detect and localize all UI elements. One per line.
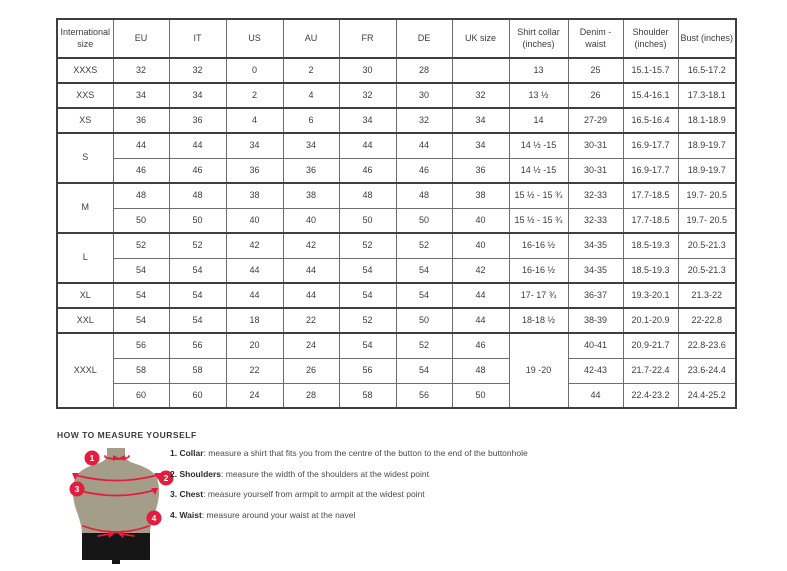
table-cell: 6 <box>283 108 339 133</box>
table-cell: 58 <box>169 358 226 383</box>
table-cell: 44 <box>226 283 283 308</box>
table-cell: 40 <box>452 208 509 233</box>
size-cell: XXXL <box>57 333 113 408</box>
badge-1 <box>85 451 100 466</box>
table-cell: 38 <box>226 183 283 208</box>
table-cell: 4 <box>226 108 283 133</box>
table-cell: 34 <box>452 108 509 133</box>
measure-steps-list <box>170 448 528 530</box>
table-cell: 32 <box>452 83 509 108</box>
table-cell: 50 <box>113 208 169 233</box>
table-cell: 34 <box>113 83 169 108</box>
table-cell: 34 <box>169 83 226 108</box>
column-header-shirt-collar: Shirt collar (inches) <box>509 19 568 58</box>
table-cell: 52 <box>339 233 396 258</box>
size-group-s <box>57 133 736 183</box>
table-cell: 54 <box>339 333 396 358</box>
table-cell: 30 <box>396 83 452 108</box>
size-group-l <box>57 233 736 283</box>
mannequin-illustration <box>58 444 176 566</box>
figure-shorts <box>82 533 150 564</box>
table-cell: 56 <box>113 333 169 358</box>
table-cell: 16.5-16.4 <box>623 108 678 133</box>
table-cell: 13 ½ <box>509 83 568 108</box>
measure-step-chest <box>170 489 528 499</box>
table-cell: 44 <box>113 133 169 158</box>
table-cell: 46 <box>339 158 396 183</box>
table-cell: 38-39 <box>568 308 623 333</box>
table-cell: 34 <box>452 133 509 158</box>
table-cell: 54 <box>396 258 452 283</box>
column-header-shoulder: Shoulder (inches) <box>623 19 678 58</box>
table-cell: 56 <box>396 383 452 408</box>
table-cell: 18 <box>226 308 283 333</box>
table-cell: 52 <box>113 233 169 258</box>
table-cell: 18.9-19.7 <box>678 133 736 158</box>
table-cell: 58 <box>339 383 396 408</box>
table-cell: 28 <box>283 383 339 408</box>
table-cell: 60 <box>169 383 226 408</box>
table-cell: 56 <box>169 333 226 358</box>
collar-merged-cell: 19 -20 <box>509 333 568 408</box>
table-cell: 46 <box>113 158 169 183</box>
svg-text:4: 4 <box>151 513 157 524</box>
step-number: 4. <box>170 509 178 520</box>
table-row <box>57 308 736 333</box>
badge-3 <box>70 482 85 497</box>
table-cell: 14 ½ -15 <box>509 158 568 183</box>
table-cell: 20.5-21.3 <box>678 258 736 283</box>
measure-step-shoulders <box>170 469 528 479</box>
table-row <box>57 183 736 208</box>
table-cell: 54 <box>113 308 169 333</box>
table-cell: 32 <box>169 58 226 83</box>
column-header-bust: Bust (inches) <box>678 19 736 58</box>
table-cell: 20.5-21.3 <box>678 233 736 258</box>
table-row <box>57 58 736 83</box>
table-cell: 38 <box>452 183 509 208</box>
table-cell: 36-37 <box>568 283 623 308</box>
table-cell: 32 <box>339 83 396 108</box>
table-cell: 4 <box>283 83 339 108</box>
table-cell: 32-33 <box>568 183 623 208</box>
table-cell: 16-16 ½ <box>509 233 568 258</box>
table-cell: 50 <box>169 208 226 233</box>
table-cell: 27-29 <box>568 108 623 133</box>
table-cell: 19.7- 20.5 <box>678 183 736 208</box>
size-group-xxxl <box>57 333 736 408</box>
measure-section-title: HOW TO MEASURE YOURSELF <box>57 430 197 440</box>
table-cell: 2 <box>283 58 339 83</box>
table-cell: 20.1-20.9 <box>623 308 678 333</box>
size-cell: M <box>57 183 113 233</box>
table-row <box>57 158 736 183</box>
table-cell: 15.1-15.7 <box>623 58 678 83</box>
measurement-figure <box>58 444 176 566</box>
svg-text:1: 1 <box>89 453 95 464</box>
table-cell: 16.9-17.7 <box>623 158 678 183</box>
table-cell: 22.4-23.2 <box>623 383 678 408</box>
step-label: Shoulders <box>179 468 222 479</box>
table-cell: 34 <box>226 133 283 158</box>
table-cell: 15.4-16.1 <box>623 83 678 108</box>
table-cell: 46 <box>169 158 226 183</box>
table-cell: 52 <box>339 308 396 333</box>
table-cell: 0 <box>226 58 283 83</box>
table-cell: 34 <box>283 133 339 158</box>
table-cell: 54 <box>339 283 396 308</box>
table-cell: 22.8-23.6 <box>678 333 736 358</box>
table-cell: 50 <box>396 308 452 333</box>
table-cell: 44 <box>452 283 509 308</box>
badge-4 <box>147 511 162 526</box>
table-cell: 40 <box>226 208 283 233</box>
table-cell: 25 <box>568 58 623 83</box>
table-cell: 50 <box>452 383 509 408</box>
column-header-eu: EU <box>113 19 169 58</box>
table-cell: 32-33 <box>568 208 623 233</box>
column-header-au: AU <box>283 19 339 58</box>
step-text: : measure yourself from armpit to armpit at the widest point <box>203 489 425 499</box>
step-label: Waist <box>179 509 202 520</box>
table-cell: 54 <box>396 283 452 308</box>
table-cell: 19.3-20.1 <box>623 283 678 308</box>
table-cell: 32 <box>396 108 452 133</box>
size-cell: XXXS <box>57 58 113 83</box>
table-cell: 36 <box>113 108 169 133</box>
table-cell: 16.5-17.2 <box>678 58 736 83</box>
table-cell: 18.9-19.7 <box>678 158 736 183</box>
table-cell: 48 <box>452 358 509 383</box>
svg-text:2: 2 <box>163 473 169 484</box>
table-cell: 24.4-25.2 <box>678 383 736 408</box>
step-label: Collar <box>179 448 204 458</box>
step-text: : measure a shirt that fits you from the centre of the button to the end of the buttonhole <box>203 448 528 458</box>
table-cell: 15 ½ - 15 ¾ <box>509 183 568 208</box>
table-cell: 54 <box>169 283 226 308</box>
table-cell: 52 <box>396 333 452 358</box>
table-cell: 19.7- 20.5 <box>678 208 736 233</box>
table-cell: 17.3-18.1 <box>678 83 736 108</box>
table-cell: 44 <box>283 258 339 283</box>
table-cell: 36 <box>169 108 226 133</box>
table-cell: 54 <box>113 283 169 308</box>
table-cell: 20 <box>226 333 283 358</box>
table-cell: 21.3-22 <box>678 283 736 308</box>
table-cell: 22 <box>226 358 283 383</box>
table-cell: 48 <box>169 183 226 208</box>
table-cell: 34 <box>339 108 396 133</box>
table-cell: 20.9-21.7 <box>623 333 678 358</box>
size-cell: XXL <box>57 308 113 333</box>
table-cell: 44 <box>396 133 452 158</box>
table-cell: 30-31 <box>568 133 623 158</box>
table-cell: 16.9-17.7 <box>623 133 678 158</box>
table-cell: 48 <box>339 183 396 208</box>
step-number: 1. <box>170 448 178 458</box>
table-row <box>57 233 736 258</box>
column-header-us: US <box>226 19 283 58</box>
step-text: : measure around your waist at the navel <box>201 509 356 520</box>
table-cell: 30 <box>339 58 396 83</box>
table-cell: 40-41 <box>568 333 623 358</box>
step-number: 3. <box>170 489 178 499</box>
table-cell: 13 <box>509 58 568 83</box>
table-cell: 26 <box>568 83 623 108</box>
table-cell: 42 <box>452 258 509 283</box>
table-cell: 46 <box>396 158 452 183</box>
table-row <box>57 208 736 233</box>
table-cell: 56 <box>339 358 396 383</box>
table-cell: 44 <box>452 308 509 333</box>
size-cell: S <box>57 133 113 183</box>
column-header-de: DE <box>396 19 452 58</box>
table-cell: 54 <box>169 308 226 333</box>
table-cell: 18.1-18.9 <box>678 108 736 133</box>
table-cell: 48 <box>396 183 452 208</box>
table-cell: 44 <box>169 133 226 158</box>
table-cell: 54 <box>339 258 396 283</box>
size-group-xxl <box>57 308 736 333</box>
table-cell: 42-43 <box>568 358 623 383</box>
column-header-uk-size: UK size <box>452 19 509 58</box>
table-cell: 60 <box>113 383 169 408</box>
table-cell: 34-35 <box>568 258 623 283</box>
table-cell: 52 <box>396 233 452 258</box>
table-cell: 15 ½ - 15 ¾ <box>509 208 568 233</box>
table-cell: 22-22.8 <box>678 308 736 333</box>
column-header-fr: FR <box>339 19 396 58</box>
table-row <box>57 358 736 383</box>
table-cell: 54 <box>113 258 169 283</box>
table-cell: 40 <box>452 233 509 258</box>
size-group-xxxs <box>57 58 736 83</box>
table-cell: 18.5-19.3 <box>623 233 678 258</box>
measure-step-waist <box>170 510 528 520</box>
table-cell: 54 <box>169 258 226 283</box>
table-cell: 18.5-19.3 <box>623 258 678 283</box>
table-cell: 21.7-22.4 <box>623 358 678 383</box>
table-row <box>57 258 736 283</box>
table-cell: 17- 17 ¾ <box>509 283 568 308</box>
table-cell: 16-16 ½ <box>509 258 568 283</box>
column-header-it: IT <box>169 19 226 58</box>
table-row <box>57 108 736 133</box>
table-cell: 40 <box>283 208 339 233</box>
table-cell: 32 <box>113 58 169 83</box>
table-cell: 52 <box>169 233 226 258</box>
table-cell: 50 <box>396 208 452 233</box>
table-row <box>57 283 736 308</box>
table-cell: 44 <box>283 283 339 308</box>
table-cell <box>452 58 509 83</box>
table-cell: 24 <box>283 333 339 358</box>
table-cell: 30-31 <box>568 158 623 183</box>
table-cell: 24 <box>226 383 283 408</box>
table-cell: 36 <box>226 158 283 183</box>
svg-text:3: 3 <box>74 484 80 495</box>
table-cell: 46 <box>452 333 509 358</box>
size-group-xl <box>57 283 736 308</box>
table-cell: 17.7-18.5 <box>623 208 678 233</box>
measure-step-collar <box>170 448 528 458</box>
table-cell: 44 <box>568 383 623 408</box>
table-cell: 28 <box>396 58 452 83</box>
table-cell: 34-35 <box>568 233 623 258</box>
size-group-m <box>57 183 736 233</box>
size-cell: L <box>57 233 113 283</box>
column-header-denim-waist: Denim - waist <box>568 19 623 58</box>
size-cell: XXS <box>57 83 113 108</box>
table-cell: 48 <box>113 183 169 208</box>
table-cell: 54 <box>396 358 452 383</box>
table-cell: 18-18 ½ <box>509 308 568 333</box>
table-cell: 38 <box>283 183 339 208</box>
table-row <box>57 83 736 108</box>
table-cell: 14 ½ -15 <box>509 133 568 158</box>
table-cell: 36 <box>283 158 339 183</box>
table-cell: 23.6-24.4 <box>678 358 736 383</box>
size-table <box>56 18 737 409</box>
table-row <box>57 133 736 158</box>
step-label: Chest <box>179 489 204 499</box>
table-cell: 2 <box>226 83 283 108</box>
table-cell: 26 <box>283 358 339 383</box>
table-cell: 58 <box>113 358 169 383</box>
size-cell: XL <box>57 283 113 308</box>
table-cell: 42 <box>226 233 283 258</box>
size-group-xxs <box>57 83 736 108</box>
table-cell: 50 <box>339 208 396 233</box>
table-cell: 22 <box>283 308 339 333</box>
size-cell: XS <box>57 108 113 133</box>
table-cell: 44 <box>339 133 396 158</box>
step-text: : measure the width of the shoulders at the widest point <box>221 468 429 479</box>
step-number: 2. <box>170 468 178 479</box>
table-cell: 14 <box>509 108 568 133</box>
table-cell: 42 <box>283 233 339 258</box>
table-header-row <box>57 19 736 58</box>
size-group-xs <box>57 108 736 133</box>
table-cell: 44 <box>226 258 283 283</box>
table-cell: 36 <box>452 158 509 183</box>
table-cell: 17.7-18.5 <box>623 183 678 208</box>
table-row <box>57 383 736 408</box>
table-row <box>57 333 736 358</box>
column-header-international-size: International size <box>57 19 113 58</box>
